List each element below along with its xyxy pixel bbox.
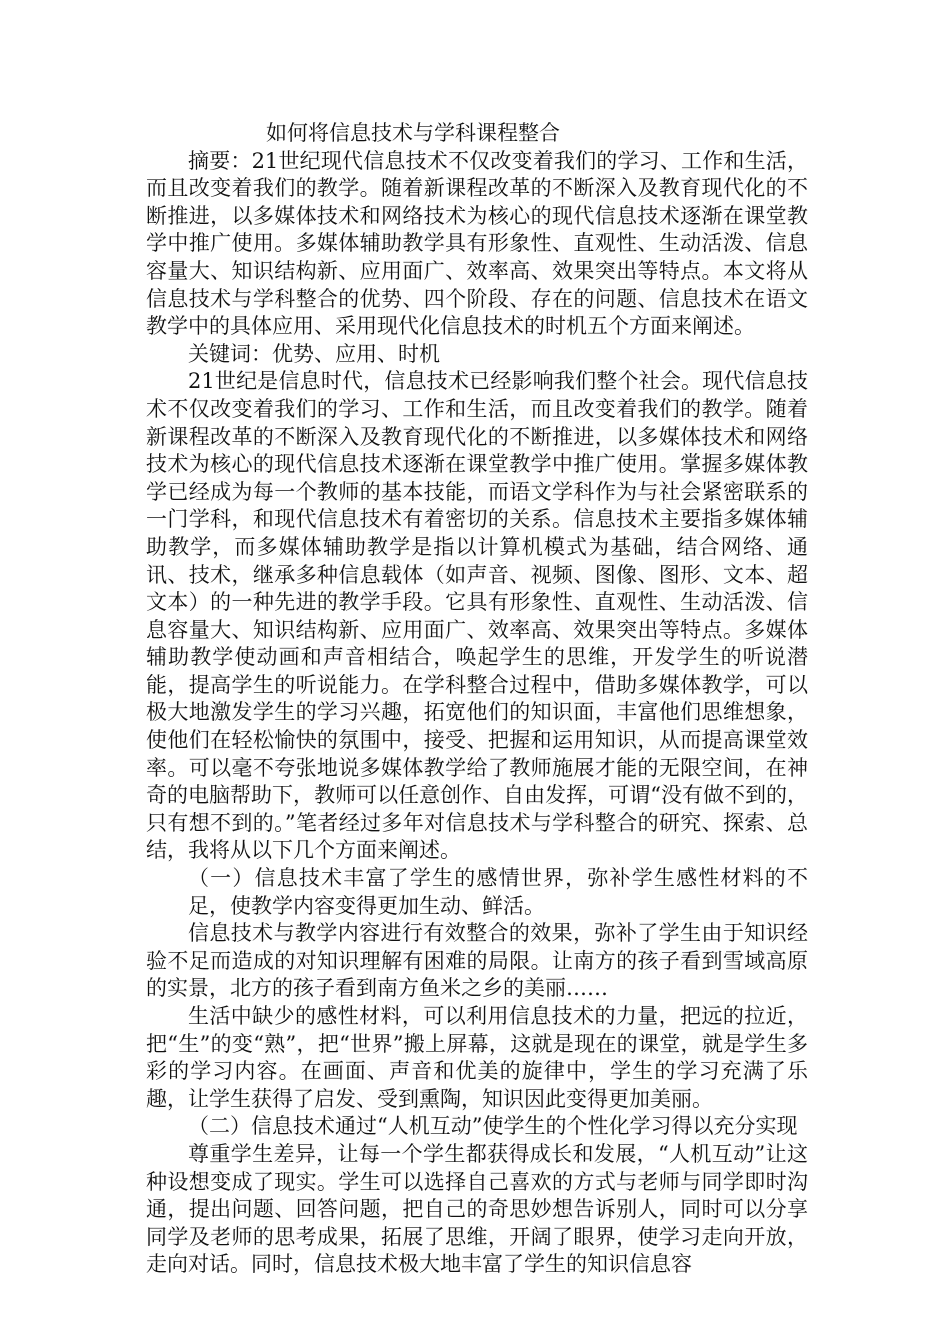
section-2-heading: （二）信息技术通过“人机互动”使学生的个性化学习得以充分实现	[188, 1114, 798, 1139]
intro-paragraph: 21世纪是信息时代，信息技术已经影响我们整个社会。现代信息技术不仅改变着我们的学习、工作和生活，而且改变着我们的教学。随着新课程改革的不断深入及教育现代化的不断推进，以多媒体技术和网络技术为核心的现代信息技术逐渐在课堂教学中推广使用。掌握多媒体教学已经成为每一个教师的基本技能，而语文学科作为与社会紧密联系的一门学科，和现代信息技术有着密切的关系。信息技术主要指多媒体辅助教学，而多媒体辅助教学是指以计算机模式为基础，结合网络、通讯、技术，继承多种信息载体（如声音、视频、图像、图形、文本、超文本）的一种先进的教学手段。它具有形象性、直观性、生动活泼、信息容量大、知识结构新、应用面广、效率高、效果突出等特点。多媒体辅助教学使动画和声音相结合，唤起学生的思维，开发学生的听说潜能，提高学生的听说能力。在学科整合过程中，借助多媒体教学，可以极大地激发学生的学习兴趣，拓宽他们的知识面，丰富他们思维想象，使他们在轻松愉快的氛围中，接受、把握和运用知识，从而提高课堂效率。可以毫不夸张地说多媒体教学给了教师施展才能的无限空间，在神奇的电脑帮助下，教师可以任意创作、自由发挥，可谓“没有做不到的，只有想不到的。”笔者经过多年对信息技术与学科整合的研究、探索、总结，我将从以下几个方面来阐述。	[146, 369, 808, 863]
document-body	[146, 120, 808, 1279]
section-1-paragraph-2: 生活中缺少的感性材料，可以利用信息技术的力量，把远的拉近，把“生”的变“熟”，把“世界”搬上屏幕，这就是现在的课堂，就是学生多彩的学习内容。在画面、声音和优美的旋律中，学生的学习充满了乐趣，让学生获得了启发、受到熏陶，知识因此变得更加美丽。	[146, 1004, 808, 1111]
section-2-paragraph-1: 尊重学生差异，让每一个学生都获得成长和发展，“人机互动”让这种设想变成了现实。学生可以选择自己喜欢的方式与老师与同学即时沟通，提出问题、回答问题，把自己的奇思妙想告诉别人，同时可以分享同学及老师的思考成果，拓展了思维，开阔了眼界，使学习走向开放，走向对话。同时，信息技术极大地丰富了学生的知识信息容	[146, 1141, 808, 1277]
section-1-heading: （一）信息技术丰富了学生的感情世界，弥补学生感性材料的不足，使教学内容变得更加生动、鲜活。	[188, 866, 808, 918]
abstract-paragraph: 摘要：21世纪现代信息技术不仅改变着我们的学习、工作和生活，而且改变着我们的教学。随着新课程改革的不断深入及教育现代化的不断推进，以多媒体技术和网络技术为核心的现代信息技术逐渐在课堂教学中推广使用。多媒体辅助教学具有形象性、直观性、生动活泼、信息容量大、知识结构新、应用面广、效率高、效果突出等特点。本文将从信息技术与学科整合的优势、四个阶段、存在的问题、信息技术在语文教学中的具体应用、采用现代化信息技术的时机五个方面来阐述。	[146, 148, 808, 339]
keywords-line: 关键词：优势、应用、时机	[188, 341, 440, 366]
document-title: 如何将信息技术与学科课程整合	[266, 121, 560, 145]
section-1-paragraph-1: 信息技术与教学内容进行有效整合的效果，弥补了学生由于知识经验不足而造成的对知识理解有困难的局限。让南方的孩子看到雪域高原的实景，北方的孩子看到南方鱼米之乡的美丽……	[146, 921, 808, 1001]
